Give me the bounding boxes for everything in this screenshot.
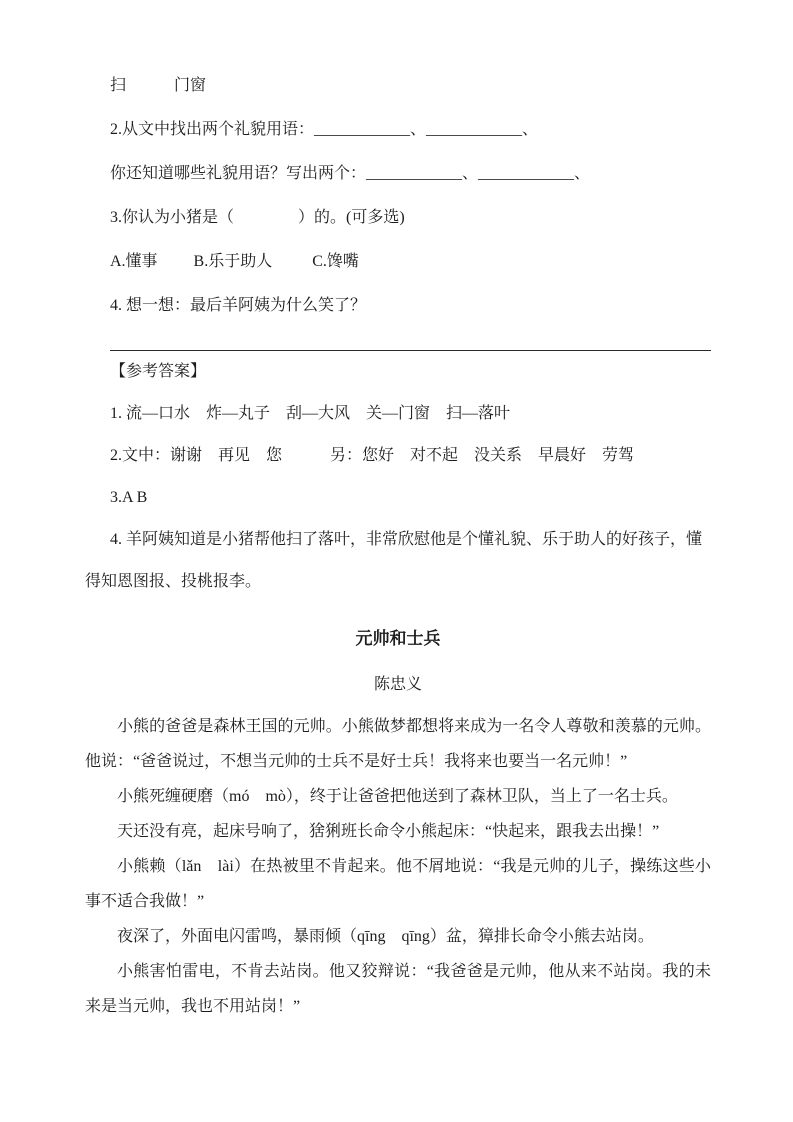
answer-1: 1. 流—口水 炸—丸子 刮—大风 关—门窗 扫—落叶 xyxy=(110,405,511,422)
article-paragraph-5: 夜深了，外面电闪雷鸣，暴雨倾（qīng qīng）盆，獐排长命令小熊去站岗。 xyxy=(117,928,654,945)
question-2: 2.从文中找出两个礼貌用语：____________、____________、 xyxy=(110,121,539,138)
article-paragraph-3: 天还没有亮，起床号响了，猞猁班长命令小熊起床：“快起来，跟我去出操！” xyxy=(117,823,660,840)
answer-4: 4. 羊阿姨知道是小猪帮他扫了落叶，非常欣慰他是个懂礼貌、乐于助人的好孩子，懂得知恩图报、投桃报李。 xyxy=(85,531,703,590)
answers-header: 【参考答案】 xyxy=(110,363,207,380)
answer-3: 3.A B xyxy=(110,489,148,506)
match-exercise-tail: 扫 门窗 xyxy=(110,77,207,94)
article-author: 陈忠义 xyxy=(373,676,422,693)
article-paragraph-1: 小熊的爸爸是森林王国的元帅。小熊做梦都想将来成为一名令人尊敬和羡慕的元帅。他说：“爸爸说过，不想当元帅的士兵不是好士兵！我将来也要当一名元帅！” xyxy=(85,718,711,770)
question-4: 4. 想一想：最后羊阿姨为什么笑了？ xyxy=(110,297,367,314)
question-3-options: A.懂事 B.乐于助人 C.馋嘴 xyxy=(110,253,359,270)
question-3: 3.你认为小猪是（ ）的。(可多选) xyxy=(110,209,405,226)
article-paragraph-6: 小熊害怕雷电，不肯去站岗。他又狡辩说：“我爸爸是元帅，他从来不站岗。我的未来是当元帅，我也不用站岗！” xyxy=(85,963,711,1015)
article-paragraph-4: 小熊赖（lǎn lài）在热被里不肯起来。他不屑地说：“我是元帅的儿子，操练这些小事不适合我做！” xyxy=(85,858,711,910)
article-paragraph-2: 小熊死缠硬磨（mó mò），终于让爸爸把他送到了森林卫队，当上了一名士兵。 xyxy=(117,788,678,805)
question-2-followup: 你还知道哪些礼貌用语？写出两个：____________、____________、 xyxy=(110,165,591,182)
answer-2: 2.文中：谢谢 再见 您 另：您好 对不起 没关系 早晨好 劳驾 xyxy=(110,447,635,464)
article-title: 元帅和士兵 xyxy=(355,629,441,648)
